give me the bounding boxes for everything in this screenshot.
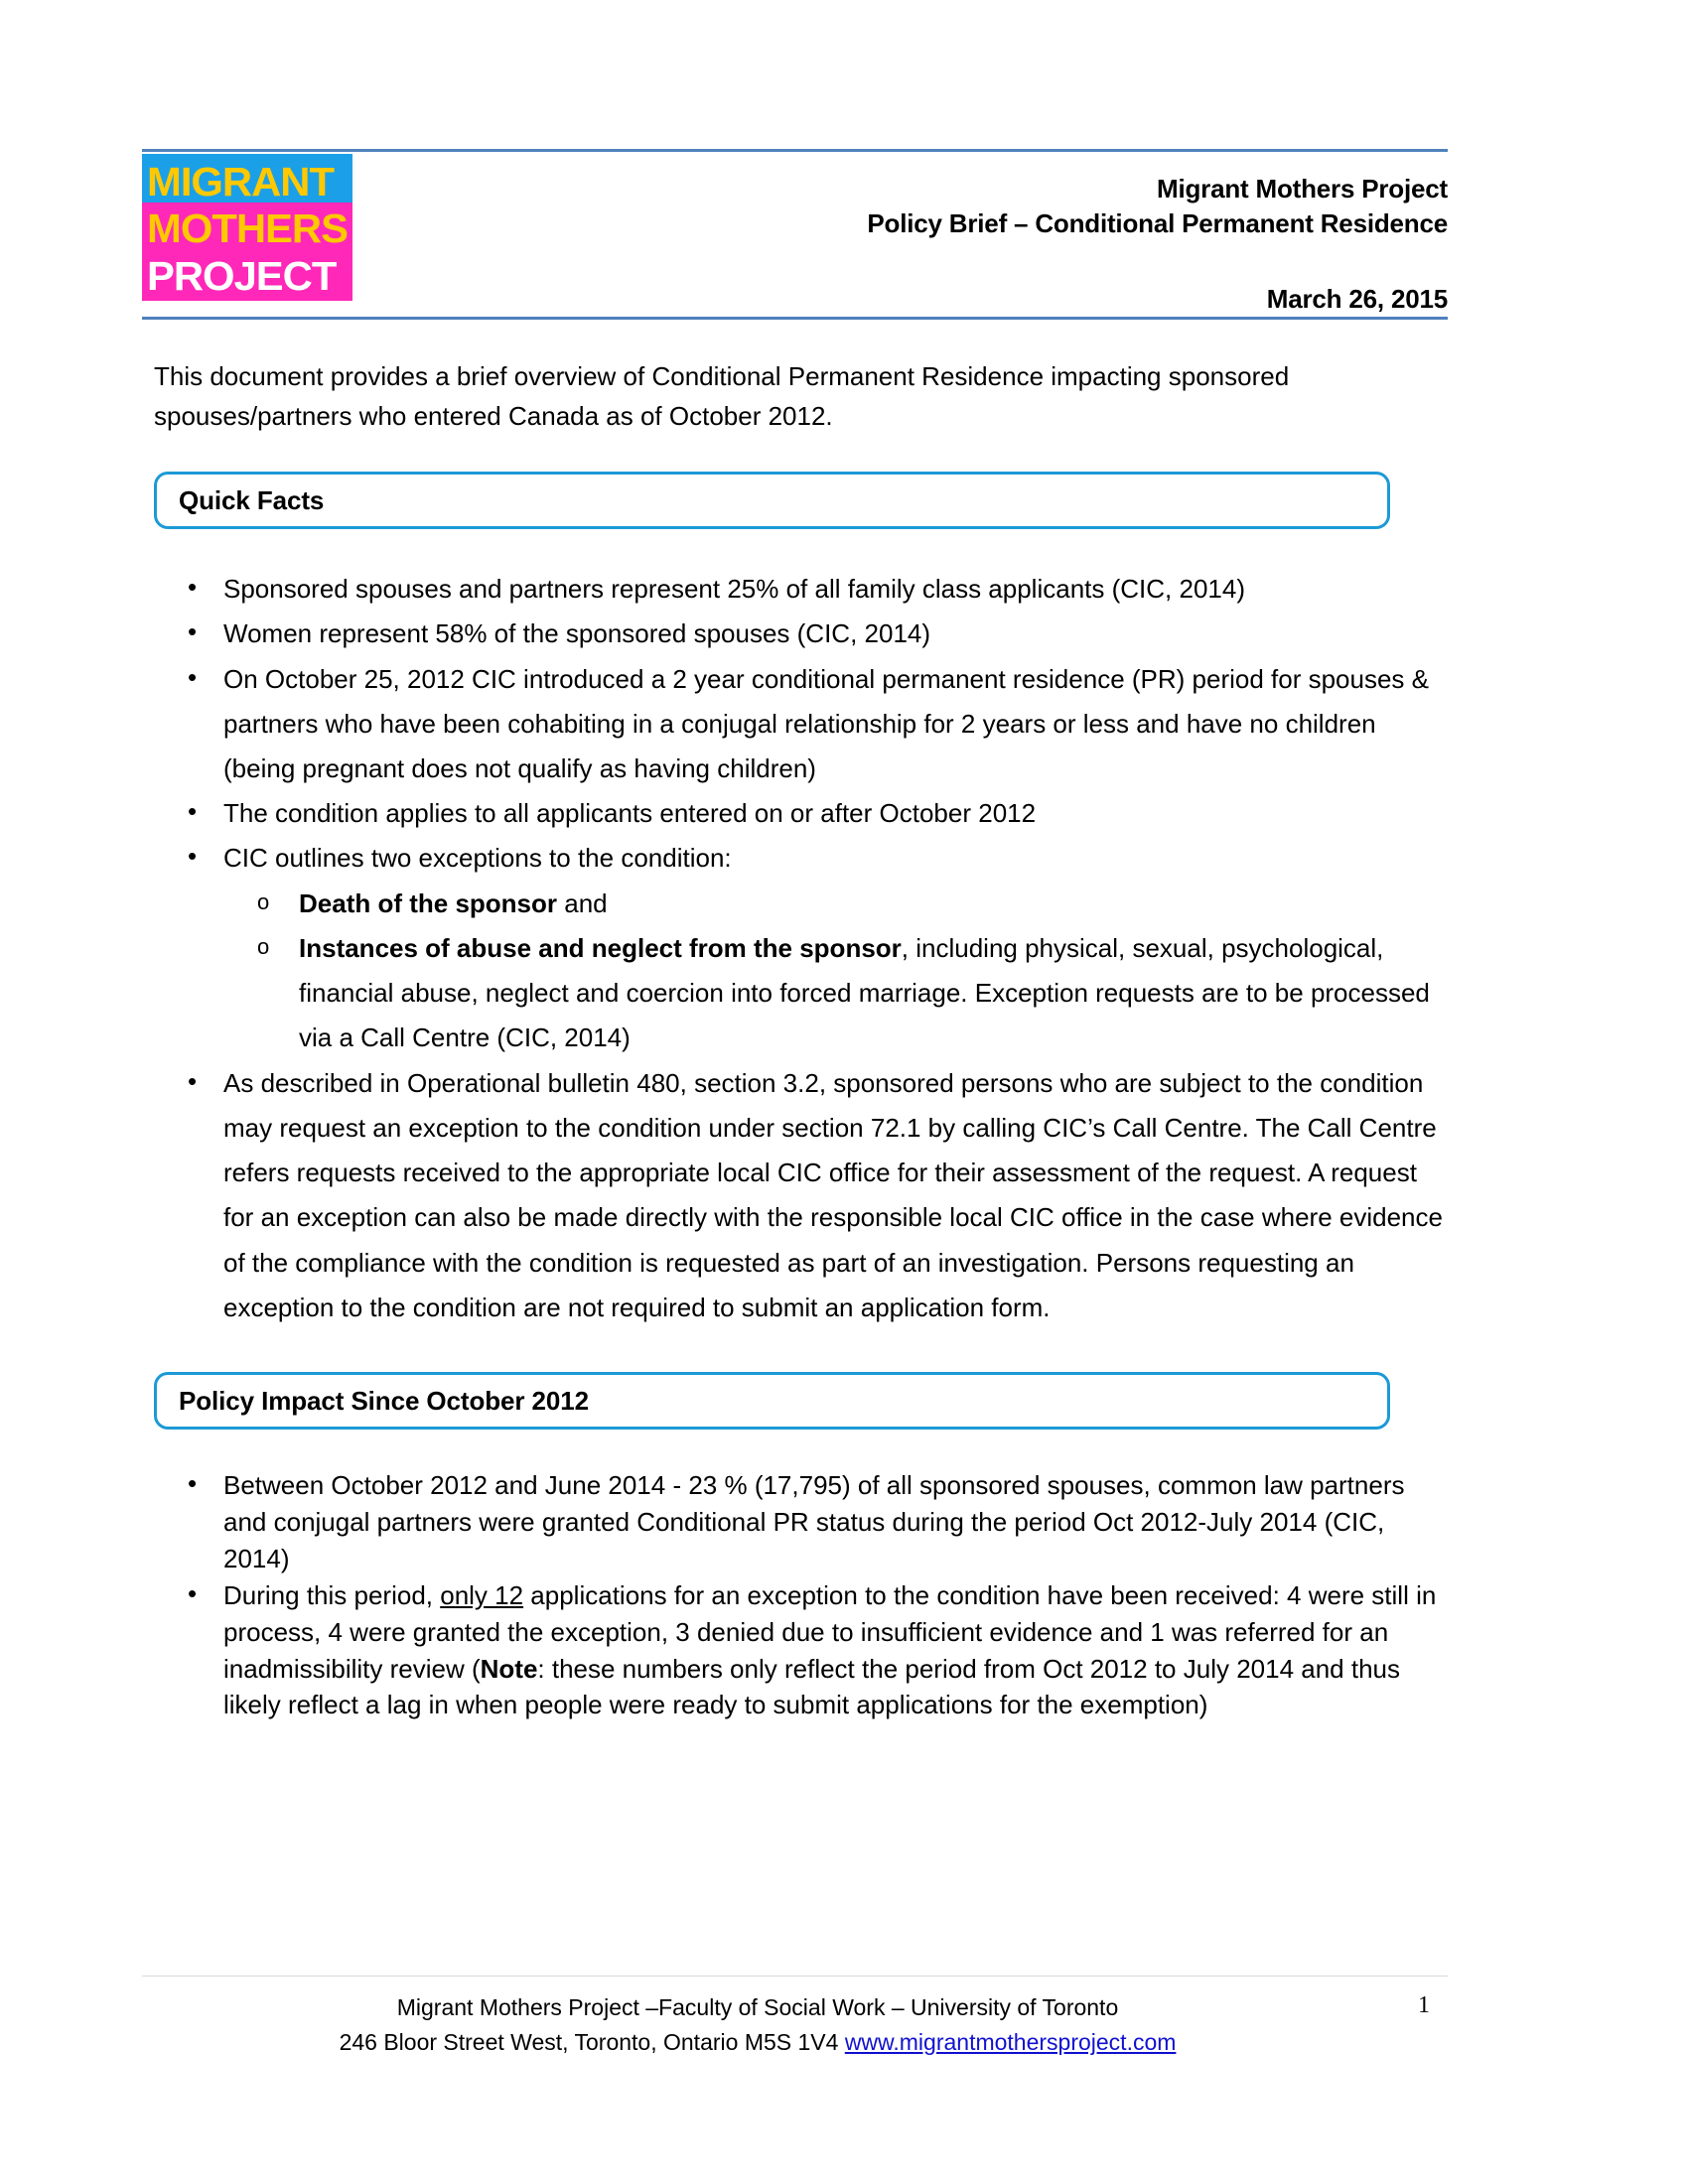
list-item <box>154 657 1445 792</box>
logo-text-project: PROJECT <box>147 253 337 299</box>
header-doc-title: Policy Brief – Conditional Permanent Residence <box>867 207 1448 238</box>
list-item-text <box>223 1580 1436 1720</box>
text-run: On October 25, 2012 CIC introduced a 2 year conditional permanent residence (PR) period for spouses & partners who have been cohabiting in a conjugal relationship for 2 years or less and have no children (being pregnant does not qualify as having children) <box>223 663 1430 783</box>
logo-text-mothers: MOTHERS <box>147 205 348 251</box>
footer-website-link[interactable]: www.migrantmothersproject.com <box>844 2028 1177 2055</box>
logo-band-middle <box>142 203 352 252</box>
bold-run: Note <box>480 1653 538 1684</box>
list-item-text <box>223 1470 1405 1573</box>
list-item <box>154 836 1445 1060</box>
text-run: CIC outlines two exceptions to the condition: <box>223 843 732 874</box>
list-item-text <box>223 798 1036 828</box>
text-run: applications for an exception to the condition have been received: 4 were still in process, 4 were granted the exception, 3 denied due to insufficient evidence and 1 was referred for an inadmissibility review ( <box>223 1579 1437 1684</box>
logo-band-top <box>142 154 352 203</box>
section-title: Quick Facts <box>179 484 325 515</box>
page-header <box>142 149 1448 320</box>
sub-list-item <box>223 926 1445 1061</box>
bold-run: Instances of abuse and neglect from the sponsor <box>299 932 902 963</box>
footer-line-1: Migrant Mothers Project –Faculty of Social Work – University of Toronto <box>396 1994 1119 2020</box>
footer-inner <box>142 1977 1448 2060</box>
text-run: , including physical, sexual, psychological, financial abuse, neglect and coercion into forced marriage. Exception requests are to be processed via a Call Centre (CIC, 2014) <box>299 932 1430 1053</box>
list-item <box>154 1061 1445 1330</box>
quick-facts-list <box>154 567 1445 1330</box>
migrant-mothers-project-logo <box>142 154 352 301</box>
list-item <box>154 1467 1445 1577</box>
section-heading-quick-facts <box>154 472 1390 529</box>
logo-band-bottom <box>142 252 352 301</box>
sub-list-item <box>223 882 1445 926</box>
header-date: March 26, 2015 <box>1266 284 1448 315</box>
list-item-text <box>223 618 930 648</box>
section-heading-policy-impact <box>154 1372 1390 1430</box>
document-body <box>154 357 1445 1723</box>
header-body <box>142 152 1448 315</box>
text-run: Women represent 58% of the sponsored spouses (CIC, 2014) <box>223 618 931 649</box>
list-item-text <box>223 664 1429 783</box>
text-run: The condition applies to all applicants entered on or after October 2012 <box>223 798 1037 829</box>
underline-run: only 12 <box>440 1579 524 1610</box>
text-run: During this period, <box>223 1579 441 1610</box>
text-run: : these numbers only reflect the period from Oct 2012 to July 2014 and thus likely reflect a lag in when people were ready to submit applications for the exemption) <box>223 1653 1401 1720</box>
list-item-text <box>223 574 1245 604</box>
footer-address: 246 Bloor Street West, Toronto, Ontario M5S 1V4 <box>339 2028 845 2055</box>
logo-text-migrant: MIGRANT <box>147 159 334 203</box>
footer-text <box>142 1990 1373 2060</box>
text-run: Sponsored spouses and partners represent 25% of all family class applicants (CIC, 2014) <box>223 574 1245 605</box>
header-bottom-rule <box>142 317 1448 320</box>
text-run: Between October 2012 and June 2014 - 23 % (17,795) of all sponsored spouses, common law partners and conjugal partners were granted Conditional PR status during the period Oct 2012-July 2014 (CIC, 2014) <box>223 1470 1405 1573</box>
section-title: Policy Impact Since October 2012 <box>179 1385 589 1416</box>
list-item <box>154 791 1445 836</box>
list-item <box>154 567 1445 612</box>
policy-impact-list <box>154 1467 1445 1723</box>
intro-paragraph: This document provides a brief overview of Conditional Permanent Residence impacting sponsored spouses/partners who entered Canada as of October 2012. <box>154 361 1290 431</box>
text-run: and <box>557 887 608 918</box>
page-number: 1 <box>1418 1992 1430 2018</box>
list-item <box>154 612 1445 656</box>
header-org-name: Migrant Mothers Project <box>1157 174 1448 204</box>
list-item-text <box>223 843 732 873</box>
bold-run: Death of the sponsor <box>299 887 558 918</box>
list-item-text <box>223 1068 1443 1322</box>
text-run: As described in Operational bulletin 480, section 3.2, sponsored persons who are subject to the condition may request an exception to the condition under section 72.1 by calling CIC’s Call Centre. The Call Centre refers requests received to the appropriate local CIC office for their assessment of the request. A request for an exception can also be made directly with the responsible local CIC office in the case where evidence of the compliance with the condition is requested as part of an investigation. Persons requesting an exception to the condition are not required to submit an application form. <box>223 1067 1443 1322</box>
sub-list <box>223 882 1445 1061</box>
list-item <box>154 1577 1445 1724</box>
footer-line-2 <box>142 2025 1373 2060</box>
page-footer <box>142 1976 1448 2060</box>
